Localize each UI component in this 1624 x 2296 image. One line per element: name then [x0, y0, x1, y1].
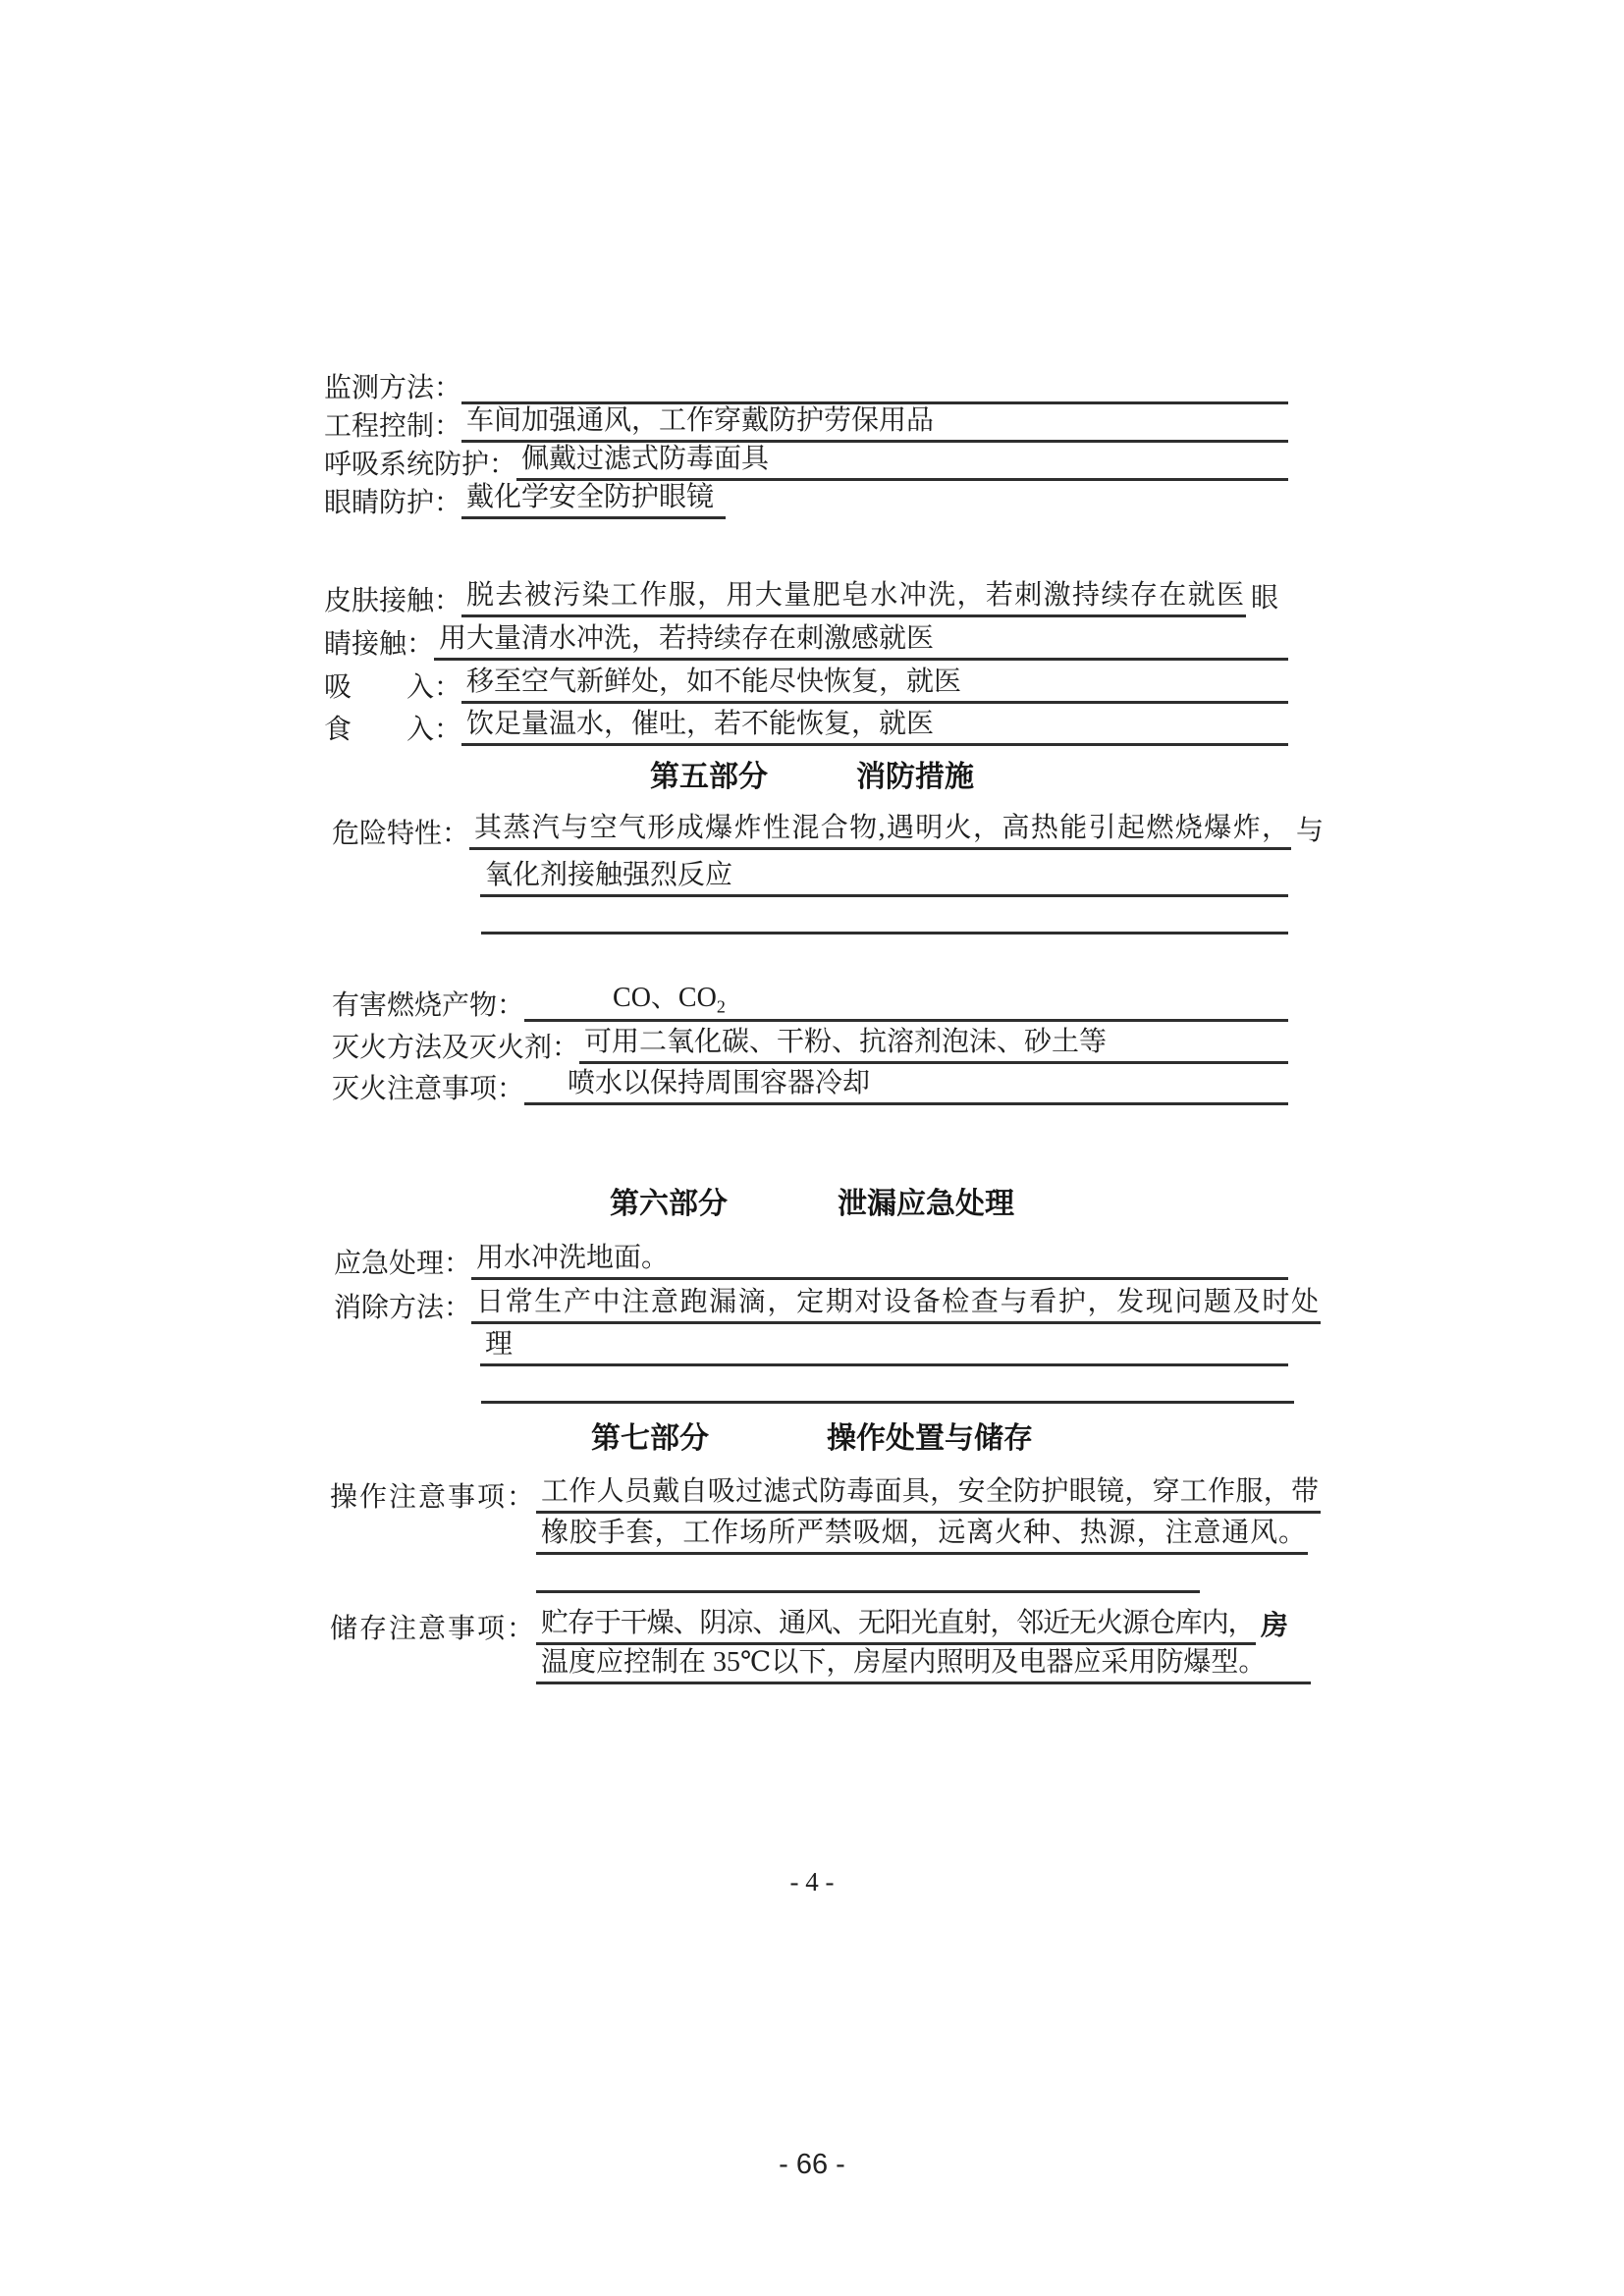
- field-label: 眼睛防护：: [324, 488, 462, 518]
- section7-heading: [0, 1421, 1624, 1457]
- field-label: 操作注意事项：: [330, 1482, 537, 1513]
- field-value-underline: 氧化剂接触强烈反应: [480, 860, 1288, 897]
- field-eye-contact: [324, 623, 1288, 661]
- field-value-underline: 日常生产中注意跑漏滴，定期对设备检查与看护，发现问题及时处: [471, 1287, 1321, 1324]
- page-number-inner: - 4 -: [789, 1867, 835, 1896]
- field-label: 有害燃烧产物：: [332, 989, 525, 1021]
- field-value-underline: 戴化学安全防护眼镜: [461, 482, 726, 519]
- field-value-underline: 脱去被污染工作服，用大量肥皂水冲洗，若刺激持续存在就医: [461, 580, 1246, 617]
- field-engineering-control: [324, 405, 1288, 443]
- field-value-underline: 用大量清水冲洗，若持续存在刺激感就医: [434, 623, 1288, 661]
- field-value-underline: 车间加强通风，工作穿戴防护劳保用品: [461, 405, 1288, 443]
- section5-heading-number: 第五部分: [650, 761, 768, 793]
- field-operation-precautions-line2: [536, 1518, 1308, 1555]
- field-label: 灭火方法及灭火剂：: [332, 1033, 580, 1063]
- wrapped-overflow-char: 房: [1260, 1611, 1288, 1641]
- combustion-products-text: CO、CO: [613, 983, 717, 1013]
- field-label: 灭火注意事项：: [332, 1074, 525, 1104]
- field-storage-precautions-line2: [536, 1647, 1311, 1684]
- field-value-underline: [461, 367, 1288, 404]
- blank-underline: [481, 903, 1288, 934]
- field-skin-contact: [324, 580, 1278, 617]
- field-value-underline: 温度应控制在 35℃以下，房屋内照明及电器应采用防爆型。: [536, 1647, 1311, 1684]
- page-number-pdf: - 66 -: [779, 2149, 845, 2180]
- field-storage-precautions: [330, 1608, 1288, 1645]
- field-value-underline: 喷水以保持周围容器冷却: [524, 1068, 1288, 1105]
- field-label: 储存注意事项：: [330, 1614, 537, 1644]
- field-label: 应急处理：: [334, 1249, 472, 1279]
- field-inhalation: [324, 667, 1288, 704]
- field-label: 监测方法：: [324, 373, 462, 403]
- field-harmful-combustion-products: [332, 983, 1288, 1022]
- field-label: 皮肤接触：: [324, 586, 462, 616]
- field-value-underline: 移至空气新鲜处，如不能尽快恢复，就医: [461, 667, 1288, 704]
- field-label: 危险特性：: [332, 819, 470, 849]
- wrapped-overflow-char: 与: [1295, 816, 1324, 846]
- section5-heading: [0, 760, 1624, 795]
- field-label: 呼吸系统防护：: [324, 450, 517, 480]
- field-label: 食 入：: [324, 715, 462, 745]
- field-value-underline: 可用二氧化碳、干粉、抗溶剂泡沫、砂土等: [579, 1027, 1288, 1064]
- field-firefighting-precautions: [332, 1068, 1288, 1105]
- field-label: 睛接触：: [324, 629, 435, 660]
- wrapped-overflow-char: 眼: [1250, 583, 1278, 614]
- field-value-underline: 佩戴过滤式防毒面具: [516, 444, 1288, 481]
- field-label: 工程控制：: [324, 411, 462, 442]
- section6-heading: [0, 1187, 1624, 1222]
- field-hazard-characteristics-line2: [480, 860, 1288, 897]
- field-value-underline: 饮足量温水，催吐，若不能恢复，就医: [461, 709, 1288, 746]
- field-value-underline: 理: [480, 1329, 1288, 1366]
- field-value-underline: 其蒸汽与空气形成爆炸性混合物,遇明火，高热能引起燃烧爆炸，: [469, 813, 1291, 850]
- section7-heading-title: 操作处置与储存: [827, 1422, 1033, 1455]
- field-value-underline: 用水冲洗地面。: [471, 1243, 1288, 1280]
- field-hazard-characteristics: [332, 813, 1324, 850]
- field-extinguishing-methods: [332, 1027, 1288, 1064]
- field-operation-precautions: [330, 1476, 1321, 1514]
- field-respiratory-protection: [324, 444, 1288, 481]
- field-emergency-handling: [334, 1243, 1288, 1280]
- combustion-products-subscript: 2: [716, 996, 726, 1017]
- field-ingestion: [324, 709, 1288, 746]
- field-elimination-method: [334, 1287, 1321, 1324]
- field-value-underline: 工作人员戴自吸过滤式防毒面具，安全防护眼镜，穿工作服，带: [536, 1476, 1321, 1514]
- field-value-underline: [524, 983, 1288, 1022]
- field-label: 吸 入：: [324, 672, 462, 703]
- blank-underline: [481, 1372, 1294, 1404]
- field-monitoring-method: [324, 367, 1288, 404]
- field-eye-protection: [324, 482, 726, 519]
- section6-heading-title: 泄漏应急处理: [838, 1188, 1014, 1220]
- section5-heading-title: 消防措施: [856, 761, 974, 793]
- field-label: 消除方法：: [334, 1293, 472, 1323]
- section6-heading-number: 第六部分: [610, 1188, 728, 1220]
- field-value-underline: 贮存于干燥、阴凉、通风、无阳光直射，邻近无火源仓库内，: [536, 1608, 1256, 1645]
- field-elimination-method-line2: [480, 1329, 1288, 1366]
- field-value-underline: 橡胶手套，工作场所严禁吸烟，远离火种、热源，注意通风。: [536, 1518, 1308, 1555]
- blank-underline: [536, 1562, 1200, 1593]
- section7-heading-number: 第七部分: [591, 1422, 709, 1455]
